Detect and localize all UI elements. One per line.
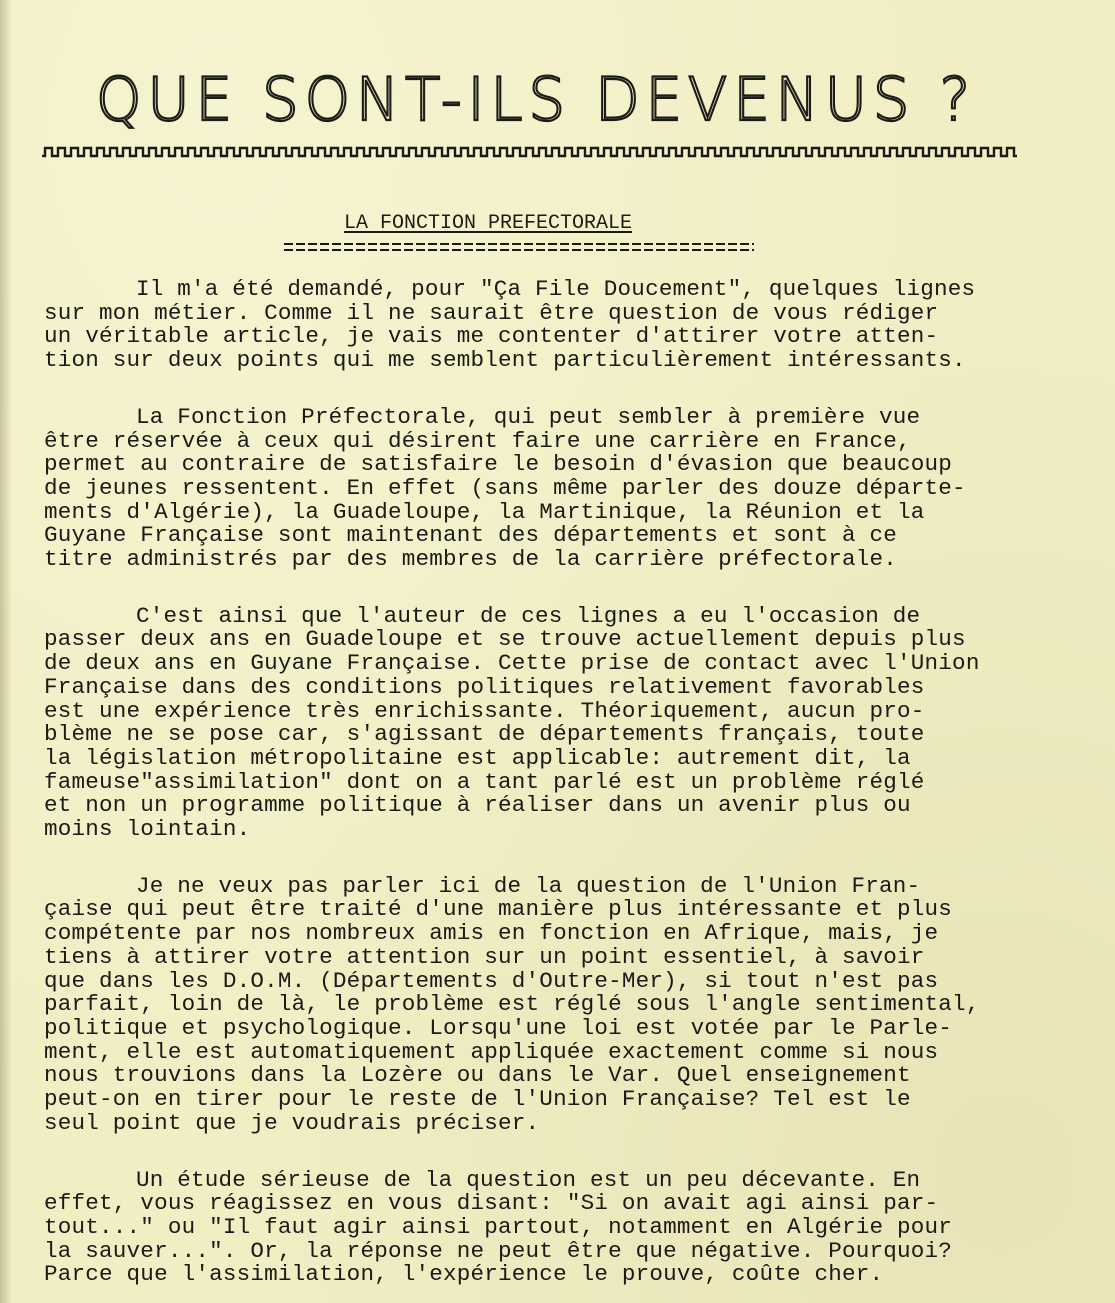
text-line: parfait, loin de là, le problème est réglé sous l'angle sentimental, [44, 991, 980, 1018]
document-body [44, 278, 1044, 1303]
text-line: la législation métropolitaine est applicable: autrement dit, la [44, 744, 911, 771]
text-line: être réservée à ceux qui désirent faire une carrière en France, [44, 427, 911, 454]
double-dashed-underline [284, 240, 754, 254]
text-line: Un étude sérieuse de la question est un peu décevante. En [136, 1166, 921, 1193]
paragraph-2 [44, 403, 1044, 573]
text-line: nous trouvions dans la Lozère ou dans le Var. Quel enseignement [44, 1062, 911, 1089]
text-line: C'est ainsi que l'auteur de ces lignes a eu l'occasion de [136, 602, 921, 629]
paragraph-1 [44, 278, 1044, 373]
text-line: sur mon métier. Comme il ne saurait être question de vous rédiger [44, 299, 939, 326]
text-line: que dans les D.O.M. (Départements d'Outre-Mer), si tout n'est pas [44, 967, 939, 994]
text-line: politique et psychologique. Lorsqu'une loi est votée par le Parle- [44, 1014, 953, 1041]
text-line: ment, elle est automatiquement appliquée exactement comme si nous [44, 1038, 939, 1065]
text-line: est une expérience très enrichissante. Théoriquement, aucun pro- [44, 697, 925, 724]
title-outline-graphic [92, 58, 992, 138]
text-line: titre administrés par des membres de la carrière préfectorale. [44, 546, 898, 573]
text-line: la sauver...". Or, la réponse ne peut être que négative. Pourquoi? [44, 1237, 953, 1264]
section-heading [284, 212, 764, 254]
text-line: de deux ans en Guyane Française. Cette prise de contact avec l'Union [44, 650, 980, 677]
text-line: Il m'a été demandé, pour "Ça File Doucement", quelques lignes [136, 276, 976, 302]
document-title [92, 58, 992, 138]
text-line: passer deux ans en Guadeloupe et se trouve actuellement depuis plus [44, 626, 966, 653]
text-line: blème ne se pose car, s'agissant de départements français, toute [44, 721, 925, 748]
title-text: QUE SONT-ILS DEVENUS ? [96, 65, 976, 135]
text-line: tiens à attirer votre attention sur un point essentiel, à savoir [44, 943, 925, 970]
text-line: La Fonction Préfectorale, qui peut sembler à première vue [136, 403, 921, 430]
paragraph-4 [44, 872, 1044, 1136]
text-line: un véritable article, je vais me contenter d'attirer votre atten- [44, 323, 939, 350]
text-line: moins lointain. [44, 816, 251, 843]
text-line: Française dans des conditions politiques relativement favorables [44, 673, 925, 700]
text-line: tion sur deux points qui me semblent particulièrement intéressants. [44, 347, 966, 374]
text-line: ments d'Algérie), la Guadeloupe, la Martinique, la Réunion et la [44, 498, 925, 525]
decorative-wave-divider [40, 136, 1030, 162]
paragraph-3 [44, 602, 1044, 843]
text-line: Guyane Française sont maintenant des départements et sont à ce [44, 522, 898, 549]
text-line: et non un programme politique à réaliser dans un avenir plus ou [44, 792, 911, 819]
paragraph-5 [44, 1166, 1044, 1288]
text-line: Je ne veux pas parler ici de la question de l'Union Fran- [136, 872, 921, 899]
text-line: fameuse"assimilation" dont on a tant parlé est un problème réglé [44, 768, 925, 795]
text-line: seul point que je voudrais préciser. [44, 1109, 540, 1136]
text-line: Parce que l'assimilation, l'expérience le prouve, coûte cher. [44, 1261, 884, 1288]
page-edge-shadow [0, 0, 12, 1303]
text-line: tout..." ou "Il faut agir ainsi partout, notamment en Algérie pour [44, 1213, 953, 1240]
text-line: effet, vous réagissez en vous disant: "Si on avait agi ainsi par- [44, 1190, 939, 1217]
text-line: peut-on en tirer pour le reste de l'Union Française? Tel est le [44, 1086, 911, 1113]
text-line: de jeunes ressentent. En effet (sans même parler des douze départe- [44, 474, 966, 501]
text-line: compétente par nos nombreux amis en fonction en Afrique, mais, je [44, 920, 939, 947]
section-heading-text: LA FONCTION PREFECTORALE [344, 212, 633, 235]
text-line: çaise qui peut être traité d'une manière plus intéressante et plus [44, 896, 953, 923]
text-line: permet au contraire de satisfaire le besoin d'évasion que beaucoup [44, 451, 953, 478]
